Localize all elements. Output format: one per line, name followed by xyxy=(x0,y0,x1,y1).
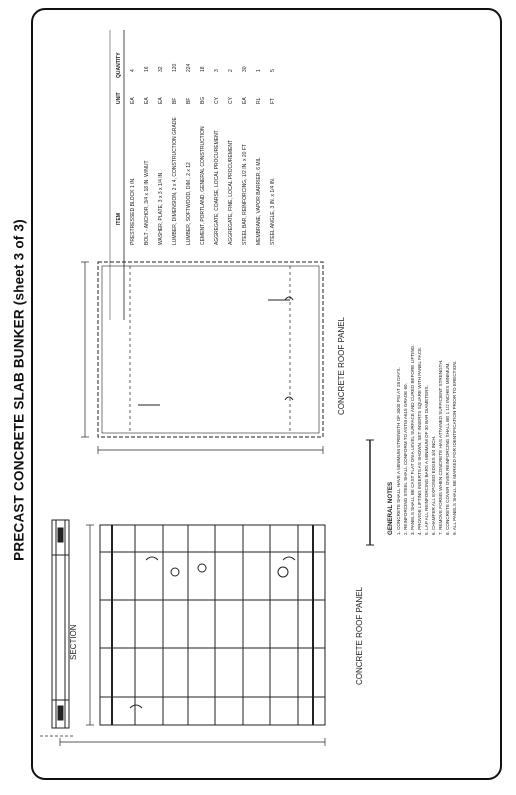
materials-table xyxy=(116,52,276,245)
table-cell-item: MEMBRANE, VAPOR BARRIER, 6 MIL xyxy=(256,157,262,245)
table-cell-quantity: 18 xyxy=(200,66,206,72)
table-cell-unit: CY xyxy=(214,97,220,104)
note-line: 3. PANELS SHALL BE CAST FLAT ON A LEVEL SURFACE AND CURED BEFORE LIFTING. xyxy=(410,344,415,535)
note-line: 9. ALL PANELS SHALL BE MARKED FOR IDENTIFICATION PRIOR TO ERECTION. xyxy=(452,361,457,535)
section-label: SECTION xyxy=(69,624,78,660)
table-cell-unit: CY xyxy=(228,97,234,104)
note-line: 4. PROVIDE LIFTING INSERTS AS SHOWN. SET INSERTS SQUARE WITH PANEL FACE. xyxy=(417,346,422,535)
table-cell-unit: EA xyxy=(242,97,248,104)
table-cell-item: CEMENT, PORTLAND, GENERAL CONSTRUCTION xyxy=(200,126,206,245)
note-line: 5. LAP ALL REINFORCING BARS A MINIMUM OF 30 BAR DIAMETERS. xyxy=(424,385,429,535)
table-header-item: ITEM xyxy=(116,213,122,225)
table-cell-quantity: 5 xyxy=(270,69,276,72)
note-line: 7. REMOVE FORMS WHEN CONCRETE HAS ATTAINED SUFFICIENT STRENGTH. xyxy=(438,359,443,535)
table-cell-quantity: 32 xyxy=(158,66,164,72)
floor-panel-outline xyxy=(100,525,325,725)
table-cell-quantity: 30 xyxy=(242,66,248,72)
section-strip xyxy=(52,520,69,728)
table-cell-quantity: 120 xyxy=(172,63,178,72)
table-cell-quantity: 3 xyxy=(214,69,220,72)
table-cell-item: AGGREGATE, COARSE, LOCAL PROCUREMENT xyxy=(214,130,220,245)
table-cell-item: PRESTRESSED BLOCK 1 IN. xyxy=(130,177,136,245)
table-cell-quantity: 1 xyxy=(256,69,262,72)
notes-heading: GENERAL NOTES xyxy=(387,481,394,535)
sheet-title-text: PRECAST CONCRETE SLAB BUNKER (sheet 3 of 3) xyxy=(11,219,27,561)
table-cell-item: LUMBER, SOFTWOOD, DIM., 2 x 12 xyxy=(186,162,192,245)
table-cell-item: BOLT - ANCHOR, 3/4 x 18 IN. W/NUT xyxy=(144,160,150,245)
table-cell-unit: EA xyxy=(144,97,150,104)
scale-bar xyxy=(366,440,374,545)
callout-circle xyxy=(198,564,206,572)
roof-panel-outline xyxy=(98,262,323,437)
floor-panel-label: CONCRETE ROOF PANEL xyxy=(355,586,364,685)
roof-panel-label: CONCRETE ROOF PANEL xyxy=(337,316,346,415)
note-line: 2. REINFORCING STEEL SHALL CONFORM TO ASTM A615 GRADE 60. xyxy=(403,383,408,535)
table-header-unit: UNIT xyxy=(116,92,122,104)
table-cell-unit: EA xyxy=(130,97,136,104)
table-cell-unit: FT xyxy=(270,97,276,104)
roof-panel-plan xyxy=(81,262,323,454)
note-line: 1. CONCRETE SHALL HAVE A MINIMUM STRENGTH OF 3000 PSI AT 28 DAYS. xyxy=(396,367,401,535)
table-cell-quantity: 2 xyxy=(228,69,234,72)
table-cell-item: STEEL ANGLE, 3 IN. x 1/4 IN. xyxy=(270,177,276,245)
table-cell-quantity: 16 xyxy=(144,66,150,72)
table-cell-item: WASHER, PLATE, 3 x 3 x 1/4 IN. xyxy=(158,171,164,245)
note-line: 8. CONCRETE COVER OVER REINFORCING SHALL BE 1 1/2 INCHES MINIMUM. xyxy=(445,362,450,535)
note-line: 6. CHAMFER ALL EXPOSED EDGES 3/4 INCH. xyxy=(431,435,436,535)
table-cell-item: AGGREGATE, FINE, LOCAL PROCUREMENT xyxy=(228,139,234,245)
table-cell-quantity: 224 xyxy=(186,63,192,72)
table-cell-unit: BF xyxy=(186,97,192,104)
callout-circle xyxy=(278,567,288,577)
table-cell-item: LUMBER, DIMENSION, 2 x 4, CONSTRUCTION GRADE xyxy=(172,117,178,245)
floor-panel-plan xyxy=(40,520,325,746)
callout-circle xyxy=(171,568,179,576)
table-cell-unit: BF xyxy=(172,97,178,104)
table-cell-item: STEEL BAR, REINFORCING, 1/2 IN. x 20 FT xyxy=(242,144,248,245)
table-header-quantity: QUANTITY xyxy=(116,52,122,78)
table-cell-unit: BG xyxy=(200,96,206,104)
table-cell-unit: RL xyxy=(256,97,262,104)
table-cell-quantity: 4 xyxy=(130,69,136,72)
table-cell-unit: EA xyxy=(158,97,164,104)
